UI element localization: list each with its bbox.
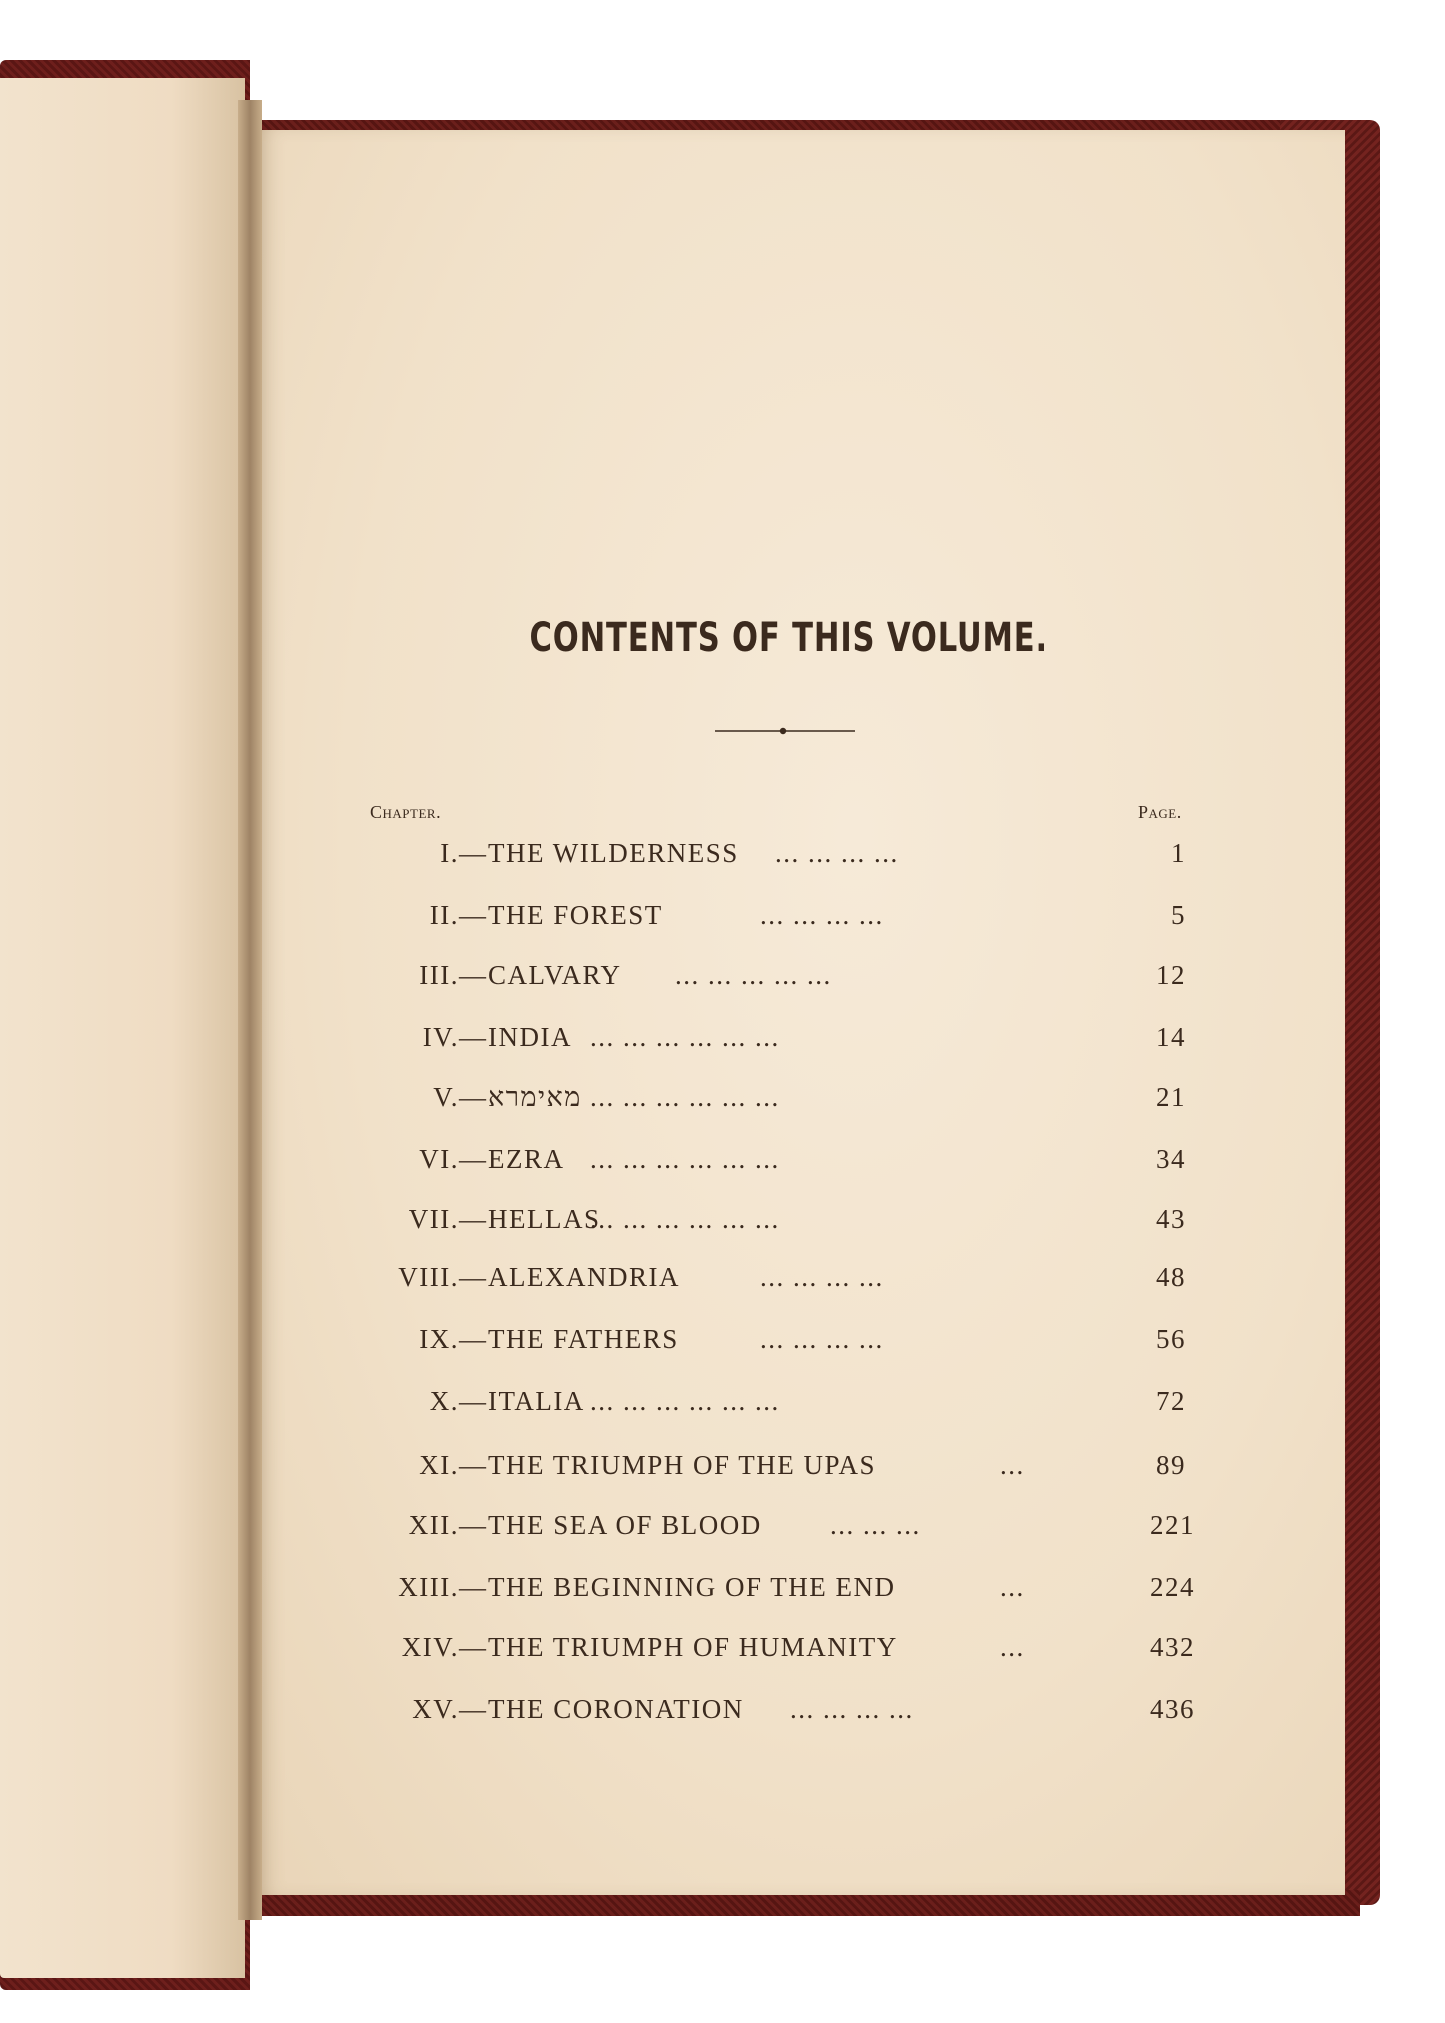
toc-chapter-title: EZRA [488, 1144, 565, 1174]
column-heading-page: Page. [1138, 802, 1182, 822]
toc-leader-dots: ... ... ... ... [790, 1694, 914, 1724]
toc-entry [0, 900, 1445, 946]
toc-leader-dots: ... ... ... ... [760, 1324, 884, 1354]
toc-leader-dots: ... ... ... ... [760, 1262, 884, 1292]
toc-dash: — [459, 1144, 488, 1174]
toc-page-number: 48 [1156, 1262, 1186, 1292]
toc-dash: — [459, 1082, 488, 1112]
toc-leader-dots: ... ... ... ... ... [675, 960, 832, 990]
toc-dash: — [459, 1022, 488, 1052]
toc-page-number: 34 [1156, 1144, 1186, 1174]
toc-entry [0, 1572, 1445, 1618]
toc-chapter-title: THE TRIUMPH OF HUMANITY [488, 1632, 898, 1662]
toc-dash: — [459, 1204, 488, 1234]
toc-page-number: 12 [1156, 960, 1186, 990]
toc-chapter-title: THE WILDERNESS [488, 838, 739, 868]
page-title: CONTENTS OF THIS VOLUME. [529, 615, 1049, 661]
toc-dash: — [459, 1572, 488, 1602]
toc-page-number: 5 [1171, 900, 1186, 930]
toc-page-number: 14 [1156, 1022, 1186, 1052]
toc-chapter-number: VIII. [398, 1262, 459, 1292]
toc-page-number: 221 [1150, 1510, 1195, 1540]
toc-entry [0, 1450, 1445, 1496]
toc-chapter-number: X. [429, 1386, 459, 1416]
toc-entry [0, 1204, 1445, 1250]
toc-page-number: 436 [1150, 1694, 1195, 1724]
toc-dash: — [459, 1510, 488, 1540]
toc-page-number: 56 [1156, 1324, 1186, 1354]
toc-leader-dots: ... [1000, 1450, 1025, 1480]
toc-entry [0, 838, 1445, 884]
toc-chapter-number: II. [429, 900, 459, 930]
toc-chapter-title: THE BEGINNING OF THE END [488, 1572, 896, 1602]
toc-entry [0, 1632, 1445, 1678]
toc-chapter-number: XI. [419, 1450, 459, 1480]
toc-chapter-number: I. [440, 838, 459, 868]
toc-leader-dots: ... ... ... ... ... ... [590, 1204, 780, 1234]
toc-entry [0, 1022, 1445, 1068]
toc-dash: — [459, 1694, 488, 1724]
toc-entry [0, 1262, 1445, 1308]
toc-chapter-number: XIV. [401, 1632, 459, 1662]
toc-leader-dots: ... ... ... ... [760, 900, 884, 930]
toc-page-number: 89 [1156, 1450, 1186, 1480]
toc-entry [0, 1144, 1445, 1190]
toc-leader-dots: ... ... ... ... ... ... [590, 1022, 780, 1052]
toc-entry [0, 960, 1445, 1006]
toc-leader-dots: ... ... ... ... ... ... [590, 1386, 780, 1416]
toc-leader-dots: ... ... ... [830, 1510, 921, 1540]
toc-entry [0, 1324, 1445, 1370]
toc-page-number: 432 [1150, 1632, 1195, 1662]
toc-entry [0, 1386, 1445, 1432]
toc-chapter-title: INDIA [488, 1022, 572, 1052]
toc-chapter-number: V. [433, 1082, 459, 1112]
toc-chapter-number: VII. [408, 1204, 459, 1234]
toc-dash: — [459, 1632, 488, 1662]
toc-leader-dots: ... ... ... ... ... ... [590, 1082, 780, 1112]
toc-page-number: 1 [1171, 838, 1186, 868]
toc-page-number: 43 [1156, 1204, 1186, 1234]
toc-chapter-number: III. [419, 960, 459, 990]
toc-chapter-number: XII. [408, 1510, 459, 1540]
toc-chapter-number: XIII. [398, 1572, 459, 1602]
toc-page-number: 72 [1156, 1386, 1186, 1416]
toc-dash: — [459, 1324, 488, 1354]
toc-chapter-title: THE CORONATION [488, 1694, 744, 1724]
toc-entry [0, 1510, 1445, 1556]
toc-dash: — [459, 1262, 488, 1292]
toc-chapter-title: CALVARY [488, 960, 622, 990]
toc-chapter-title: THE FATHERS [488, 1324, 679, 1354]
toc-chapter-title: THE FOREST [488, 900, 663, 930]
toc-dash: — [459, 838, 488, 868]
toc-chapter-number: XV. [412, 1694, 459, 1724]
toc-entry [0, 1694, 1445, 1740]
toc-chapter-number: IX. [419, 1324, 459, 1354]
toc-dash: — [459, 1386, 488, 1416]
toc-leader-dots: ... [1000, 1632, 1025, 1662]
toc-chapter-title: ITALIA [488, 1386, 585, 1416]
toc-entry [0, 1082, 1445, 1128]
toc-dash: — [459, 1450, 488, 1480]
toc-page-number: 21 [1156, 1082, 1186, 1112]
toc-chapter-number: VI. [419, 1144, 459, 1174]
toc-chapter-title: THE SEA OF BLOOD [488, 1510, 762, 1540]
column-heading-chapter: Chapter. [370, 802, 442, 822]
toc-leader-dots: ... [1000, 1572, 1025, 1602]
toc-chapter-number: IV. [422, 1022, 459, 1052]
toc-dash: — [459, 960, 488, 990]
toc-leader-dots: ... ... ... ... ... ... [590, 1144, 780, 1174]
toc-chapter-title: מאימרא [488, 1082, 582, 1112]
toc-dash: — [459, 900, 488, 930]
toc-chapter-title: ALEXANDRIA [488, 1262, 680, 1292]
toc-chapter-title: THE TRIUMPH OF THE UPAS [488, 1450, 877, 1480]
toc-leader-dots: ... ... ... ... [775, 838, 899, 868]
toc-page-number: 224 [1150, 1572, 1195, 1602]
toc-chapter-title: HELLAS [488, 1204, 601, 1234]
